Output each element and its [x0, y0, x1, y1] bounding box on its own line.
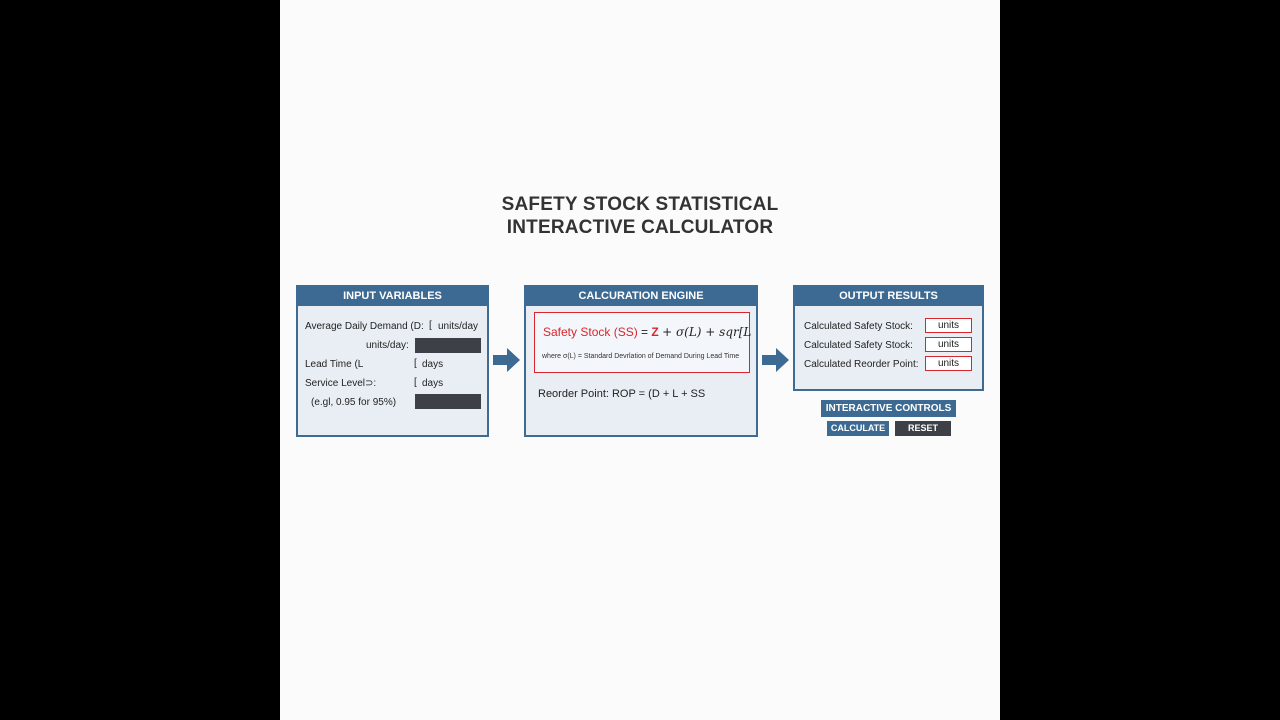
formula-note: where σ(L) = Standard Devrlation of Demand During Lead Time — [542, 353, 740, 360]
lead-time-label: Lead Time (L — [305, 359, 364, 370]
safety-stock-formula-box — [534, 312, 750, 373]
title-line-2: INTERACTIVE CALCULATOR — [506, 217, 774, 238]
service-level-unit: days — [422, 378, 444, 389]
service-level-label: Service Level⊃: — [305, 378, 377, 389]
arrow-right-icon — [492, 347, 522, 373]
calculate-button[interactable]: CALCULATE — [827, 421, 889, 436]
lead-time-bracket: [ — [414, 358, 417, 369]
canvas — [280, 0, 1000, 720]
input-panel-header: INPUT VARIABLES — [298, 287, 487, 306]
input-panel — [296, 285, 489, 437]
arrow-right-icon — [761, 347, 791, 373]
output-value-safety-stock-2: units — [925, 337, 972, 352]
demand-input[interactable] — [415, 338, 481, 353]
demand-unit: units/day — [438, 321, 479, 332]
title-line-1: SAFETY STOCK STATISTICAL — [501, 194, 779, 215]
page-title — [280, 193, 1000, 239]
output-panel — [793, 285, 984, 391]
demand-bracket: [ — [429, 320, 432, 331]
engine-panel-header: CALCURATION ENGINE — [526, 287, 756, 306]
reorder-point-formula: Reorder Point: ROP = (D + L + SS — [538, 388, 706, 400]
formula-z: Z — [651, 325, 659, 339]
interactive-controls-title: INTERACTIVE CONTROLS — [821, 400, 956, 417]
service-level-hint: (e.gl, 0.95 for 95%) — [311, 397, 397, 408]
service-level-input[interactable] — [415, 394, 481, 409]
output-value-safety-stock: units — [925, 318, 972, 333]
output-value-reorder-point: units — [925, 356, 972, 371]
reset-button[interactable]: RESET — [895, 421, 951, 436]
formula-equals: = — [641, 325, 649, 339]
lead-time-unit: days — [422, 359, 444, 370]
demand-unit-secondary: units/day: — [366, 340, 409, 351]
formula-ss-label: Safety Stock (SS) — [543, 325, 638, 339]
service-level-bracket: [ — [414, 377, 417, 388]
engine-panel — [524, 285, 758, 437]
output-label-safety-stock-2: Calculated Safety Stock: — [804, 340, 913, 351]
output-label-safety-stock: Calculated Safety Stock: — [804, 321, 913, 332]
output-label-reorder-point: Calculated Reorder Point: — [804, 359, 919, 370]
demand-label: Average Daily Demand (D: — [305, 321, 424, 332]
formula-rest: + σ(L) + sqr[L — [662, 325, 752, 339]
output-panel-header: OUTPUT RESULTS — [795, 287, 982, 306]
